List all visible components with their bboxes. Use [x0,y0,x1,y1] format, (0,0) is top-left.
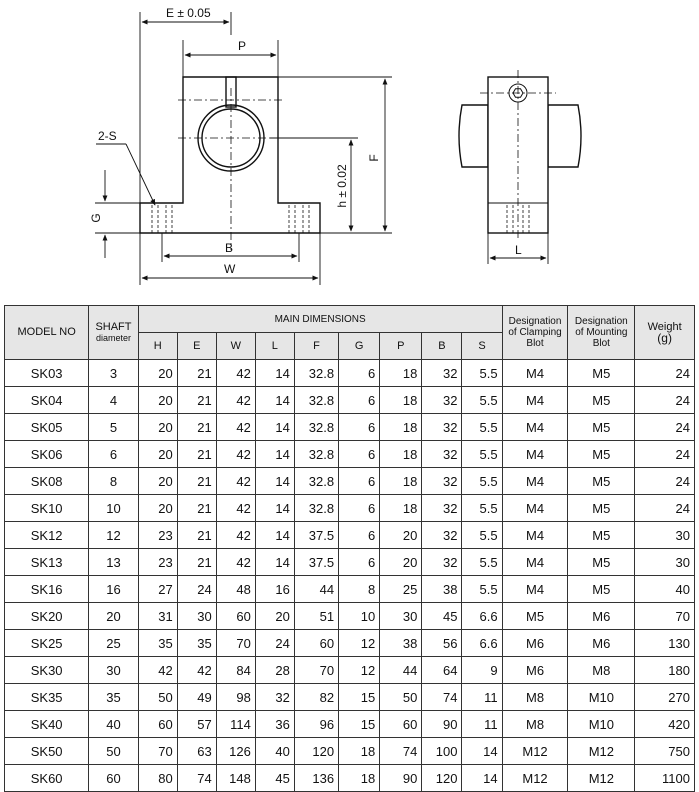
cell-P: 25 [380,576,422,603]
cell-G: 6 [339,468,380,495]
cell-B: 32 [422,522,462,549]
cell-shaft: 13 [89,549,138,576]
cell-clamp: M4 [502,360,568,387]
cell-shaft: 3 [89,360,138,387]
cell-weight: 24 [635,495,695,522]
cell-H: 20 [138,360,177,387]
cell-W: 42 [216,414,255,441]
cell-weight: 420 [635,711,695,738]
cell-F: 32.8 [294,441,338,468]
cell-mount: M12 [568,738,635,765]
cell-E: 21 [177,360,216,387]
header-col-S: S [462,333,502,360]
cell-H: 27 [138,576,177,603]
cell-H: 20 [138,441,177,468]
cell-W: 42 [216,495,255,522]
table-row [5,576,695,603]
cell-L: 14 [255,522,294,549]
cell-P: 30 [380,603,422,630]
cell-G: 6 [339,522,380,549]
dim-P-label: P [238,39,247,53]
cell-G: 12 [339,657,380,684]
cell-F: 120 [294,738,338,765]
cell-mount: M12 [568,765,635,792]
cell-G: 6 [339,549,380,576]
table-row [5,711,695,738]
dim-F-label: F [367,154,381,162]
table-header [5,306,695,360]
cell-W: 42 [216,468,255,495]
cell-E: 30 [177,603,216,630]
dim-h-label: h ± 0.02 [335,164,349,208]
cell-mount: M5 [568,414,635,441]
cell-mount: M5 [568,468,635,495]
cell-shaft: 10 [89,495,138,522]
table-row [5,522,695,549]
cell-S: 5.5 [462,468,502,495]
cell-H: 60 [138,711,177,738]
cell-B: 120 [422,765,462,792]
cell-F: 51 [294,603,338,630]
cell-S: 5.5 [462,387,502,414]
specification-table [4,305,695,792]
cell-S: 5.5 [462,495,502,522]
cell-E: 21 [177,441,216,468]
cell-F: 136 [294,765,338,792]
dim-E-label: E ± 0.05 [166,6,211,20]
header-col-F: F [294,333,338,360]
cell-P: 18 [380,495,422,522]
cell-shaft: 8 [89,468,138,495]
cell-H: 35 [138,630,177,657]
cell-F: 32.8 [294,495,338,522]
cell-mount: M5 [568,576,635,603]
cell-F: 70 [294,657,338,684]
cell-W: 84 [216,657,255,684]
cell-mount: M5 [568,495,635,522]
cell-L: 14 [255,414,294,441]
header-weight-line1: Weight [647,320,682,333]
cell-weight: 30 [635,522,695,549]
cell-model: SK50 [5,738,89,765]
header-col-H: H [138,333,177,360]
table-row [5,387,695,414]
cell-E: 35 [177,630,216,657]
cell-F: 44 [294,576,338,603]
cell-mount: M5 [568,549,635,576]
cell-G: 6 [339,414,380,441]
cell-shaft: 12 [89,522,138,549]
cell-P: 44 [380,657,422,684]
header-mounting-line3: Blot [592,338,610,349]
header-clamping-line2: of Clamping [508,327,562,338]
cell-E: 42 [177,657,216,684]
header-mounting-bolt [568,306,635,360]
cell-F: 37.5 [294,522,338,549]
cell-clamp: M4 [502,522,568,549]
cell-L: 28 [255,657,294,684]
cell-weight: 24 [635,387,695,414]
cell-H: 80 [138,765,177,792]
cell-G: 18 [339,765,380,792]
cell-clamp: M4 [502,414,568,441]
cell-F: 96 [294,711,338,738]
cell-P: 20 [380,522,422,549]
cell-mount: M10 [568,711,635,738]
cell-G: 6 [339,360,380,387]
table-body [5,360,695,792]
header-model-no: MODEL NO [5,306,89,360]
cell-S: 14 [462,765,502,792]
cell-clamp: M4 [502,387,568,414]
cell-model: SK20 [5,603,89,630]
cell-weight: 24 [635,360,695,387]
cell-shaft: 5 [89,414,138,441]
cell-clamp: M4 [502,495,568,522]
cell-B: 90 [422,711,462,738]
cell-P: 50 [380,684,422,711]
cell-shaft: 35 [89,684,138,711]
cell-S: 5.5 [462,522,502,549]
cell-model: SK13 [5,549,89,576]
cell-L: 14 [255,441,294,468]
cell-L: 14 [255,495,294,522]
cell-L: 24 [255,630,294,657]
header-mounting-line1: Designation [574,316,628,327]
cell-G: 6 [339,387,380,414]
cell-E: 21 [177,387,216,414]
cell-E: 21 [177,468,216,495]
header-shaft-label: SHAFT [95,320,132,333]
cell-P: 90 [380,765,422,792]
cell-H: 20 [138,495,177,522]
cell-H: 20 [138,468,177,495]
dim-L-label: L [515,243,522,257]
cell-P: 18 [380,414,422,441]
cell-W: 42 [216,360,255,387]
cell-G: 15 [339,711,380,738]
cell-model: SK10 [5,495,89,522]
cell-shaft: 50 [89,738,138,765]
cell-shaft: 25 [89,630,138,657]
cell-clamp: M12 [502,765,568,792]
cell-W: 148 [216,765,255,792]
cell-G: 6 [339,495,380,522]
cell-model: SK05 [5,414,89,441]
cell-F: 32.8 [294,468,338,495]
dim-P [183,40,278,77]
header-col-B: B [422,333,462,360]
header-clamping-line3: Blot [526,338,544,349]
cell-G: 10 [339,603,380,630]
cell-E: 21 [177,549,216,576]
header-weight [635,306,695,360]
cell-F: 82 [294,684,338,711]
cell-S: 5.5 [462,441,502,468]
table-row [5,630,695,657]
cell-clamp: M4 [502,576,568,603]
cell-P: 18 [380,441,422,468]
cell-P: 20 [380,549,422,576]
cell-G: 12 [339,630,380,657]
cell-B: 38 [422,576,462,603]
header-clamping-bolt [502,306,568,360]
cell-S: 9 [462,657,502,684]
cell-W: 60 [216,603,255,630]
table-row [5,657,695,684]
cell-E: 21 [177,522,216,549]
table-row [5,684,695,711]
cell-mount: M5 [568,387,635,414]
cell-shaft: 4 [89,387,138,414]
cell-model: SK03 [5,360,89,387]
cell-S: 6.6 [462,630,502,657]
dim-B-label: B [225,241,234,255]
header-col-P: P [380,333,422,360]
cell-model: SK60 [5,765,89,792]
cell-model: SK04 [5,387,89,414]
cell-H: 70 [138,738,177,765]
cell-B: 45 [422,603,462,630]
cell-weight: 270 [635,684,695,711]
cell-H: 31 [138,603,177,630]
cell-H: 42 [138,657,177,684]
cell-W: 48 [216,576,255,603]
cell-P: 60 [380,711,422,738]
cell-B: 74 [422,684,462,711]
cell-L: 14 [255,387,294,414]
cell-E: 21 [177,495,216,522]
cell-P: 18 [380,468,422,495]
cell-W: 42 [216,441,255,468]
table-row [5,765,695,792]
cell-E: 74 [177,765,216,792]
cell-L: 14 [255,360,294,387]
cell-clamp: M4 [502,549,568,576]
cell-weight: 24 [635,414,695,441]
cell-S: 6.6 [462,603,502,630]
cell-clamp: M8 [502,684,568,711]
cell-clamp: M4 [502,468,568,495]
header-col-W: W [216,333,255,360]
cell-G: 8 [339,576,380,603]
cell-E: 24 [177,576,216,603]
header-shaft [89,306,138,360]
header-mounting-line2: of Mounting [575,327,628,338]
cell-P: 74 [380,738,422,765]
cell-E: 63 [177,738,216,765]
table-row [5,495,695,522]
cell-B: 32 [422,387,462,414]
cell-H: 23 [138,549,177,576]
cell-weight: 70 [635,603,695,630]
cell-model: SK16 [5,576,89,603]
table-row [5,549,695,576]
cell-B: 64 [422,657,462,684]
cell-shaft: 40 [89,711,138,738]
cell-F: 32.8 [294,414,338,441]
cell-E: 21 [177,414,216,441]
cell-mount: M5 [568,522,635,549]
cell-G: 15 [339,684,380,711]
cell-mount: M10 [568,684,635,711]
cell-B: 100 [422,738,462,765]
cell-shaft: 20 [89,603,138,630]
cell-clamp: M6 [502,630,568,657]
cell-B: 32 [422,441,462,468]
cell-H: 50 [138,684,177,711]
cell-F: 32.8 [294,387,338,414]
cell-S: 5.5 [462,576,502,603]
cell-S: 5.5 [462,549,502,576]
cell-shaft: 16 [89,576,138,603]
cell-weight: 180 [635,657,695,684]
cell-S: 14 [462,738,502,765]
header-shaft-sub: diameter [95,332,131,343]
cell-W: 114 [216,711,255,738]
header-clamping-line1: Designation [508,316,562,327]
dim-2S-label: 2-S [98,129,117,143]
cell-clamp: M12 [502,738,568,765]
cell-B: 32 [422,549,462,576]
cell-weight: 40 [635,576,695,603]
cell-weight: 24 [635,468,695,495]
header-col-E: E [177,333,216,360]
cell-model: SK25 [5,630,89,657]
cell-B: 32 [422,414,462,441]
table-row [5,414,695,441]
cell-model: SK06 [5,441,89,468]
dim-G-label: G [89,213,103,223]
cell-mount: M6 [568,630,635,657]
cell-mount: M6 [568,603,635,630]
cell-shaft: 30 [89,657,138,684]
header-weight-line2: (g) [657,330,672,345]
cell-B: 56 [422,630,462,657]
cell-L: 14 [255,468,294,495]
cell-G: 18 [339,738,380,765]
cell-W: 70 [216,630,255,657]
cell-F: 37.5 [294,549,338,576]
cell-mount: M5 [568,360,635,387]
cell-P: 38 [380,630,422,657]
cell-W: 126 [216,738,255,765]
cell-model: SK40 [5,711,89,738]
cell-L: 40 [255,738,294,765]
cell-L: 36 [255,711,294,738]
cell-P: 18 [380,360,422,387]
cell-E: 57 [177,711,216,738]
cell-S: 11 [462,711,502,738]
cell-H: 23 [138,522,177,549]
cell-W: 42 [216,522,255,549]
header-main-dimensions: MAIN DIMENSIONS [138,306,502,333]
cell-model: SK12 [5,522,89,549]
table-row [5,738,695,765]
header-col-G: G [339,333,380,360]
cell-weight: 130 [635,630,695,657]
header-col-L: L [255,333,294,360]
cell-weight: 750 [635,738,695,765]
cell-L: 32 [255,684,294,711]
cell-G: 6 [339,441,380,468]
cell-S: 5.5 [462,360,502,387]
cell-S: 5.5 [462,414,502,441]
side-view [459,77,581,233]
cell-L: 20 [255,603,294,630]
cell-P: 18 [380,387,422,414]
cell-model: SK30 [5,657,89,684]
table-row [5,360,695,387]
cell-W: 42 [216,387,255,414]
cell-W: 98 [216,684,255,711]
cell-mount: M5 [568,441,635,468]
cell-weight: 24 [635,441,695,468]
cell-L: 14 [255,549,294,576]
technical-drawing [0,0,699,300]
cell-weight: 30 [635,549,695,576]
cell-B: 32 [422,468,462,495]
cell-B: 32 [422,495,462,522]
cell-B: 32 [422,360,462,387]
cell-S: 11 [462,684,502,711]
cell-L: 45 [255,765,294,792]
dim-W-label: W [224,262,236,276]
cell-clamp: M5 [502,603,568,630]
cell-L: 16 [255,576,294,603]
cell-model: SK35 [5,684,89,711]
cell-F: 32.8 [294,360,338,387]
cell-mount: M8 [568,657,635,684]
cell-clamp: M4 [502,441,568,468]
table-row [5,468,695,495]
cell-F: 60 [294,630,338,657]
cell-shaft: 60 [89,765,138,792]
cell-shaft: 6 [89,441,138,468]
cell-clamp: M6 [502,657,568,684]
cell-weight: 1100 [635,765,695,792]
cell-H: 20 [138,414,177,441]
cell-E: 49 [177,684,216,711]
cell-model: SK08 [5,468,89,495]
cell-W: 42 [216,549,255,576]
table-row [5,441,695,468]
table-row [5,603,695,630]
cell-H: 20 [138,387,177,414]
cell-clamp: M8 [502,711,568,738]
